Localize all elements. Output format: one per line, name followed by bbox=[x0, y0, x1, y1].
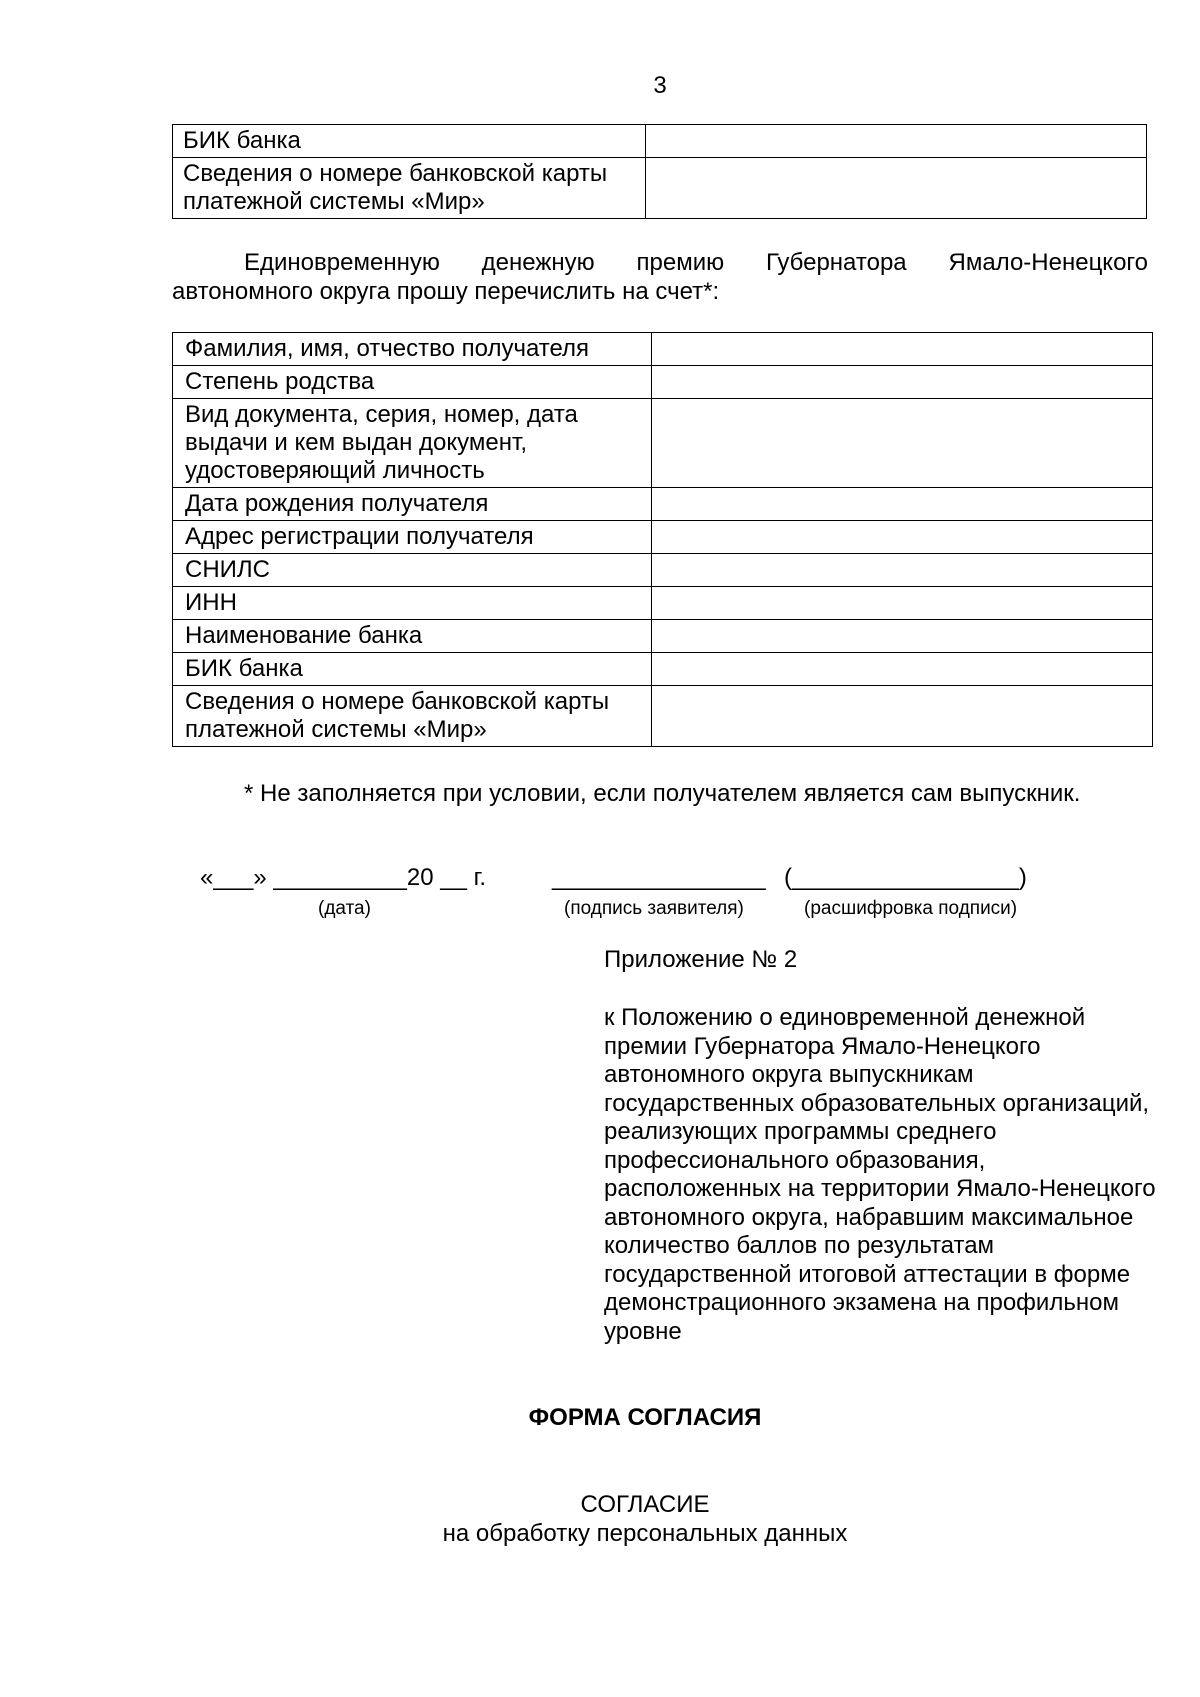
table-row bbox=[173, 125, 1147, 158]
transfer-paragraph bbox=[172, 248, 1148, 306]
field-label-card: Сведения о номере банковской карты платежной системы «Мир» bbox=[173, 686, 652, 747]
field-label-relationship: Степень родства bbox=[173, 366, 652, 399]
field-label-full-name: Фамилия, имя, отчество получателя bbox=[173, 333, 652, 366]
signature-decoding-line[interactable]: (_________________) bbox=[784, 864, 1027, 891]
footnote-paragraph bbox=[172, 779, 1148, 808]
field-value-bank-name[interactable] bbox=[652, 620, 1153, 653]
field-label-bik: БИК банка bbox=[173, 653, 652, 686]
bank-details-table bbox=[172, 124, 1147, 219]
field-value-relationship[interactable] bbox=[652, 366, 1153, 399]
field-value-inn[interactable] bbox=[652, 587, 1153, 620]
signature-line[interactable]: ________________ bbox=[552, 864, 766, 891]
signature-row bbox=[200, 864, 1100, 896]
field-value-card[interactable] bbox=[652, 686, 1153, 747]
consent-title: СОГЛАСИЕ bbox=[580, 1491, 710, 1518]
table-row bbox=[173, 488, 1153, 521]
table-row bbox=[173, 399, 1153, 488]
field-value-id-document[interactable] bbox=[652, 399, 1153, 488]
table-row bbox=[173, 686, 1153, 747]
date-caption: (дата) bbox=[318, 898, 371, 919]
consent-subtitle: на обработку персональных данных bbox=[442, 1520, 848, 1547]
transfer-paragraph-text: Единовременную денежную премию Губернатора Ямало-Ненецкого автономного округа прошу перечислить на счет*: bbox=[172, 249, 1148, 305]
field-label-birth-date: Дата рождения получателя bbox=[173, 488, 652, 521]
table-row bbox=[173, 620, 1153, 653]
field-value-snils[interactable] bbox=[652, 554, 1153, 587]
field-value-full-name[interactable] bbox=[652, 333, 1153, 366]
field-value-bik[interactable] bbox=[652, 653, 1153, 686]
field-value-birth-date[interactable] bbox=[652, 488, 1153, 521]
field-value-card[interactable] bbox=[646, 158, 1147, 219]
table-row bbox=[173, 587, 1153, 620]
table-row bbox=[173, 333, 1153, 366]
date-line[interactable]: «___» __________20 __ г. bbox=[200, 864, 487, 891]
appendix-title: Приложение № 2 bbox=[604, 946, 798, 973]
signature-caption: (подпись заявителя) bbox=[564, 898, 744, 919]
table-row bbox=[173, 653, 1153, 686]
field-label-bank-name: Наименование банка bbox=[173, 620, 652, 653]
table-row bbox=[173, 158, 1147, 219]
signature-captions bbox=[0, 898, 1200, 922]
table-row bbox=[173, 366, 1153, 399]
recipient-table bbox=[172, 332, 1153, 747]
field-label-id-document: Вид документа, серия, номер, дата выдачи и кем выдан документ, удостоверяющий личность bbox=[173, 399, 652, 488]
form-title: ФОРМА СОГЛАСИЯ bbox=[528, 1404, 762, 1431]
field-label-inn: ИНН bbox=[173, 587, 652, 620]
field-value-address[interactable] bbox=[652, 521, 1153, 554]
field-value-bik[interactable] bbox=[646, 125, 1147, 158]
decoding-caption: (расшифровка подписи) bbox=[804, 898, 1018, 919]
footnote-text: * Не заполняется при условии, если получателем является сам выпускник. bbox=[244, 780, 1081, 807]
table-row bbox=[173, 521, 1153, 554]
field-label-card: Сведения о номере банковской карты платежной системы «Мир» bbox=[173, 158, 646, 219]
field-label-address: Адрес регистрации получателя bbox=[173, 521, 652, 554]
appendix-text: к Положению о единовременной денежной премии Губернатора Ямало-Ненецкого автономного округа выпускникам государственных образовательных организаций, реализующих программы среднего профессионального образования, расположенных на территории Ямало-Ненецкого автономного округа, набравшим максимальное количество баллов по результатам государственной итоговой аттестации в форме демонстрационного экзамена на профильном уровне bbox=[604, 1004, 1156, 1345]
table-row bbox=[173, 554, 1153, 587]
field-label-snils: СНИЛС bbox=[173, 554, 652, 587]
field-label-bik: БИК банка bbox=[173, 125, 646, 158]
page-number: 3 bbox=[653, 72, 667, 99]
